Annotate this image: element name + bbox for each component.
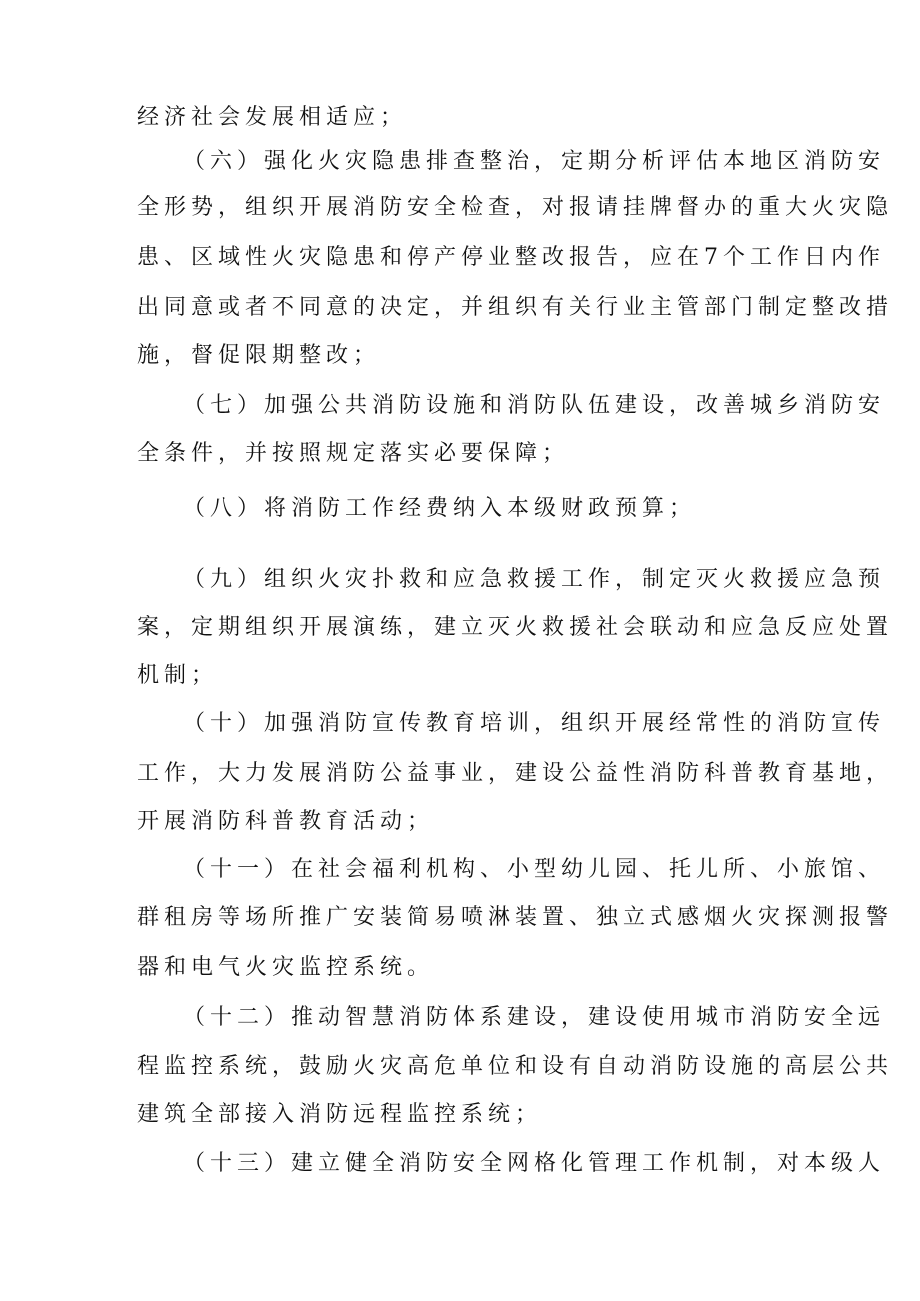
text-line: 程监控系统，鼓励火灾高危单位和设有自动消防设施的高层公共 — [137, 1054, 894, 1079]
text-line: 案，定期组织开展演练，建立灭火救援社会联动和应急反应处置 — [137, 615, 894, 640]
text-line: 机制； — [137, 663, 219, 688]
text-line: 出同意或者不同意的决定，并组织有关行业主管部门制定整改措 — [137, 295, 894, 320]
text-line: （十一）在社会福利机构、小型幼儿园、托儿所、小旅馆、 — [183, 857, 886, 882]
text-line: 器和电气火灾监控系统。 — [137, 955, 435, 980]
text-line: （十三）建立健全消防安全网格化管理工作机制，对本级人 — [183, 1151, 886, 1176]
text-line: 患、区域性火灾隐患和停产停业整改报告，应在7个工作日内作 — [137, 245, 885, 270]
text-line: （十二）推动智慧消防体系建设，建设使用城市消防安全远 — [183, 1005, 886, 1030]
text-line: （九）组织火灾扑救和应急救援工作，制定灭火救援应急预 — [183, 567, 886, 592]
text-line: （八）将消防工作经费纳入本级财政预算； — [183, 496, 697, 521]
text-line: 全形势，组织开展消防安全检查，对报请挂牌督办的重大火灾隐 — [137, 195, 894, 220]
text-line: 施，督促限期整改； — [137, 343, 381, 368]
text-line: （十）加强消防宣传教育培训，组织开展经常性的消防宣传 — [183, 711, 886, 736]
text-line: 群租房等场所推广安装简易喷淋装置、独立式感烟火灾探测报警 — [137, 905, 894, 930]
text-line: 工作，大力发展消防公益事业，建设公益性消防科普教育基地， — [137, 761, 894, 786]
text-line: 开展消防科普教育活动； — [137, 809, 435, 834]
text-line: 全条件，并按照规定落实必要保障； — [137, 441, 570, 466]
text-line: （七）加强公共消防设施和消防队伍建设，改善城乡消防安 — [183, 393, 886, 418]
text-line: 经济社会发展相适应； — [137, 105, 408, 130]
text-line: （六）强化火灾隐患排查整治，定期分析评估本地区消防安 — [183, 149, 886, 174]
text-line: 建筑全部接入消防远程监控系统； — [137, 1102, 543, 1127]
